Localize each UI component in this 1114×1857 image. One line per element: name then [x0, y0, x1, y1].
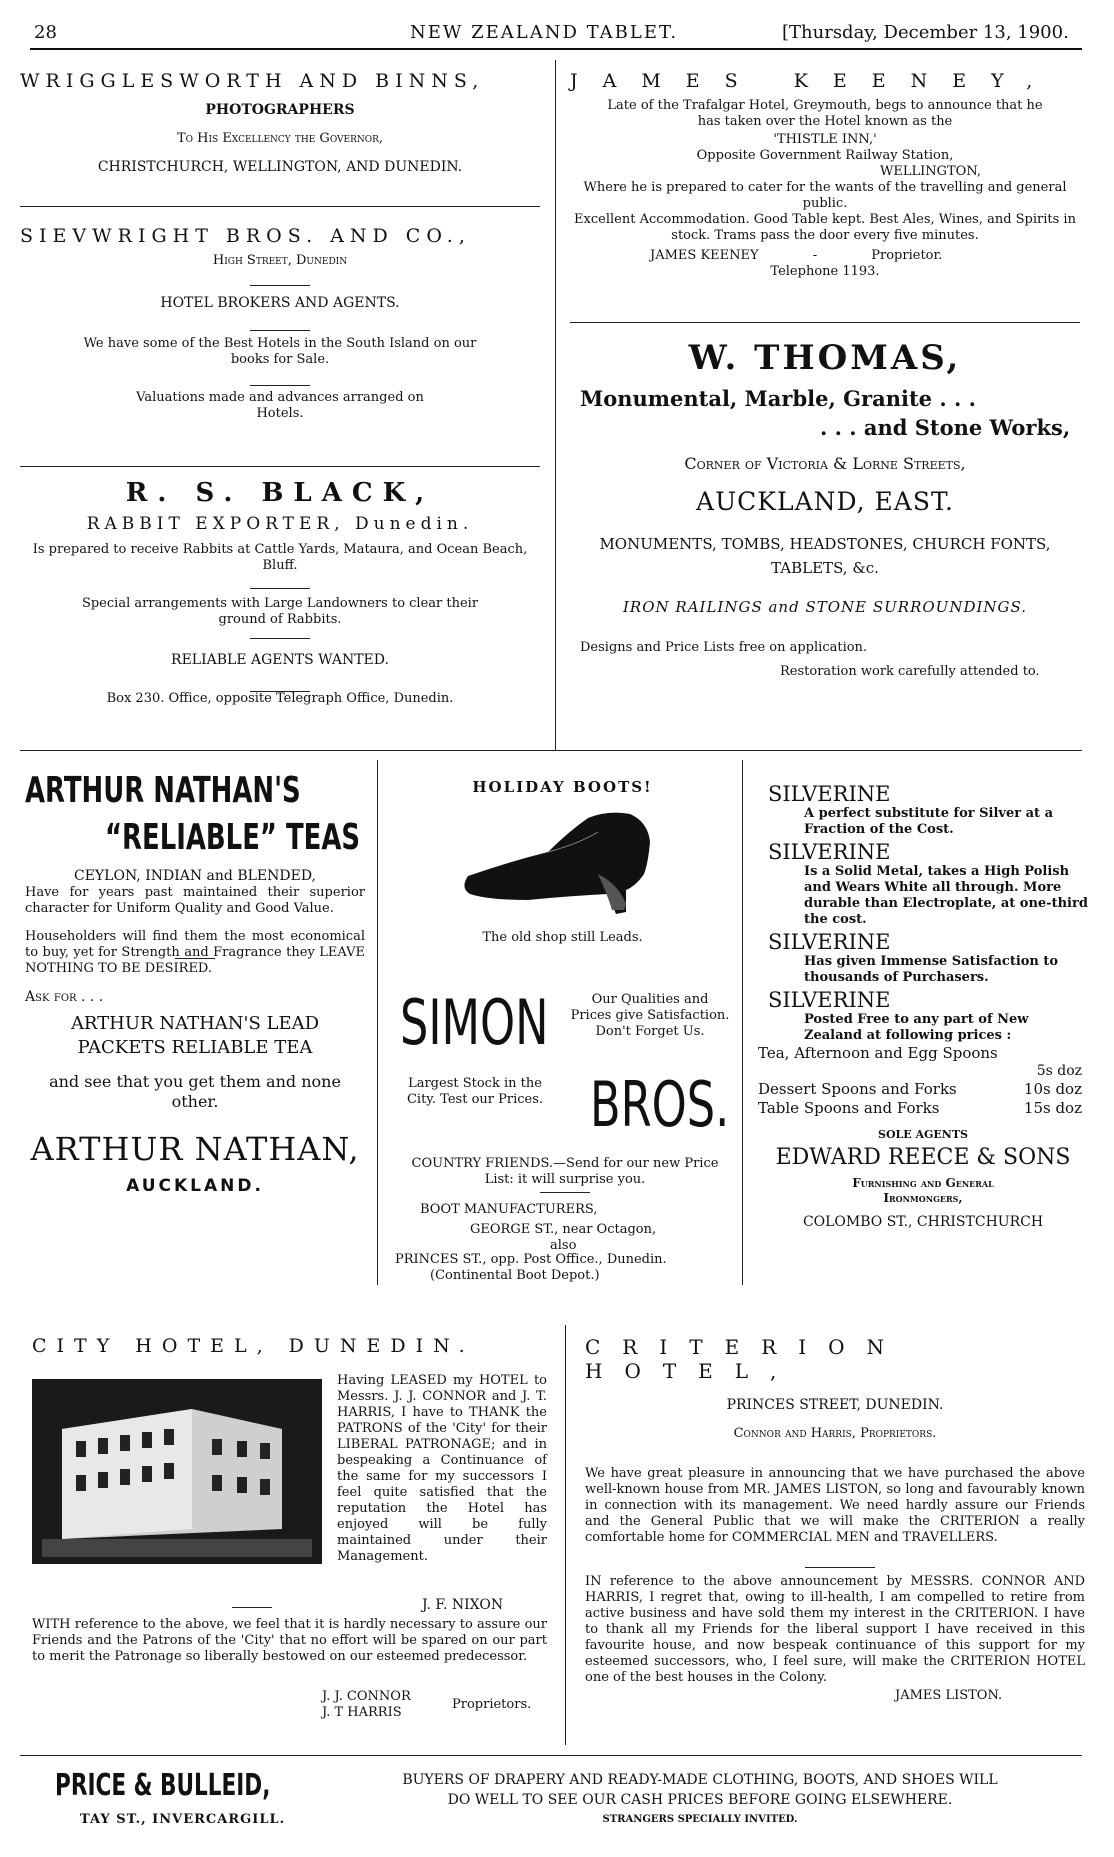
city-hotel-p2: J. T HARRIS: [322, 1705, 402, 1720]
keeney-l2: 'THISTLE INN,': [773, 132, 877, 147]
simon-boot: BOOT MANUFACTURERS,: [420, 1202, 598, 1217]
price-item: Dessert Spoons and Forks: [758, 1080, 957, 1098]
black-sub: RABBIT EXPORTER, Dunedin.: [86, 514, 474, 534]
wrigglesworth-line3: CHRISTCHURCH, WELLINGTON, AND DUNEDIN.: [97, 159, 463, 175]
sievwright-line2: We have some of the Best Hotels in the South Island on our books for Sale.: [83, 336, 477, 367]
black-ad: [20, 478, 540, 707]
nathan-title1: ARTHUR NATHAN'S: [25, 770, 301, 811]
silverine-word-4: SILVERINE: [768, 988, 891, 1012]
nathan-title2: “RELIABLE” TEAS: [105, 817, 361, 858]
nathan-sub: CEYLON, INDIAN and BLENDED,: [74, 868, 316, 884]
simon-also: also: [550, 1238, 577, 1253]
criterion-ad: [585, 1335, 1085, 1704]
boot-image: [448, 804, 678, 924]
simon-bros: BROS.: [590, 1068, 730, 1141]
thomas-designs: Designs and Price Lists free on application.: [580, 640, 868, 655]
thomas-line1: Monumental, Marble, Granite . . .: [580, 386, 976, 411]
price-row: [758, 1099, 1088, 1118]
wrigglesworth-line2: To His Excellency the Governor,: [176, 131, 384, 146]
simon-head: HOLIDAY BOOTS!: [472, 778, 653, 796]
wrigglesworth-line1: PHOTOGRAPHERS: [205, 102, 355, 118]
hotel-engraving: [32, 1379, 322, 1564]
nathan-city: AUCKLAND.: [126, 1176, 264, 1196]
simon-leads: The old shop still Leads.: [482, 930, 643, 945]
sievwright-line1: HOTEL BROKERS AND AGENTS.: [160, 295, 400, 311]
simon-ad: [390, 778, 735, 1283]
city-hotel-ad: [32, 1335, 557, 1720]
silverine-word-1: SILVERINE: [768, 782, 891, 806]
keeney-signature: JAMES KEENEY - Proprietor.: [650, 248, 943, 263]
thomas-list: MONUMENTS, TOMBS, HEADSTONES, CHURCH FONTS, TABLETS, &c.: [599, 535, 1051, 577]
simon-depot: (Continental Boot Depot.): [430, 1268, 600, 1283]
center-divider-top: [555, 60, 556, 750]
price-value: 15s doz: [1023, 1099, 1082, 1117]
nathan-see: and see that you get them and none other.: [49, 1072, 341, 1111]
thomas-line2: . . . and Stone Works,: [820, 415, 1071, 440]
nathan-p2: Householders will find them the most economical to buy, yet for Strength and Fragrance they LEAVE NOTHING TO BE DESIRED.: [25, 929, 365, 976]
nathan-ask: Ask for . . .: [25, 989, 104, 1005]
nathan-big: ARTHUR NATHAN,: [30, 1130, 360, 1168]
silverine-word-3: SILVERINE: [768, 930, 891, 954]
divider-b: [742, 760, 743, 1285]
price-row: [758, 1080, 1088, 1099]
sievwright-line3: Valuations made and advances arranged on Hotels.: [136, 390, 424, 421]
keeney-l5: Where he is prepared to cater for the wants of the travelling and general public.: [583, 180, 1067, 211]
criterion-street: PRINCES STREET, DUNEDIN.: [726, 1397, 944, 1413]
keeney-name: JAMES KEENEY,: [570, 70, 1058, 92]
city-hotel-p1: J. J. CONNOR: [322, 1689, 411, 1704]
keeney-sig-name: JAMES KEENEY: [650, 248, 759, 263]
price-bulleid-line3: STRANGERS SPECIALLY INVITED.: [602, 1814, 798, 1825]
price-value: 5s doz: [1036, 1063, 1082, 1079]
wrigglesworth-name: WRIGGLESWORTH AND BINNS,: [20, 70, 485, 92]
city-hotel-text: Having LEASED my HOTEL to Messrs. J. J. CONNOR and J. T. HARRIS, I have to THANK the PATRONS of the 'City' for their LIBERAL PATRONAGE; and in bespeaking a Continuance of the same for my successors I feel quite satisfied that the reputation the Hotel has enjoyed will be fully maintained under their Management.: [337, 1373, 547, 1564]
silverine-word-2: SILVERINE: [768, 840, 891, 864]
silverine-sole: SOLE AGENTS: [878, 1128, 968, 1141]
thomas-city: AUCKLAND, EAST.: [696, 487, 954, 516]
criterion-sig: JAMES LISTON.: [895, 1688, 1003, 1703]
divider-a: [377, 760, 378, 1285]
rule-mid: [20, 750, 1082, 751]
paper-title: NEW ZEALAND TABLET.: [410, 22, 679, 43]
rule-bottom: [20, 1755, 1082, 1756]
wrigglesworth-ad: [20, 70, 540, 176]
criterion-p1: We have great pleasure in announcing that we have purchased the above well-known house from MR. JAMES LISTON, so long and favourably known in connection with its management. We need hardly assure our Friends and the General Public that we will make the CRITERION a really comfortable home for COMMERCIAL MEN and TRAVELLERS.: [585, 1466, 1085, 1545]
divider-c: [565, 1325, 566, 1745]
rule-2: [20, 466, 540, 467]
thomas-iron: IRON RAILINGS and STONE SURROUNDINGS.: [622, 598, 1028, 616]
city-hotel-with: WITH reference to the above, we feel that it is hardly necessary to assure our Friends and the Patrons of the 'City' that no effort will be spared on our part to merit the Patronage so liberally bestowed on our esteemed predecessor.: [32, 1617, 547, 1664]
simon-name: SIMON: [400, 986, 549, 1059]
price-bulleid-address: TAY ST., INVERCARGILL.: [80, 1812, 286, 1827]
rule-1: [20, 206, 540, 207]
nathan-lead: ARTHUR NATHAN'S LEAD PACKETS RELIABLE TEA: [70, 1013, 320, 1058]
nathan-ad: [25, 770, 365, 1196]
simon-stock: Largest Stock in the City. Test our Prices.: [406, 1076, 544, 1107]
keeney-l4: WELLINGTON,: [880, 164, 982, 179]
sievwright-name: SIEVWRIGHT BROS. AND CO.,: [20, 225, 471, 247]
thomas-name: W. THOMAS,: [688, 338, 962, 378]
keeney-tel: Telephone 1193.: [770, 264, 880, 279]
thomas-address: Corner of Victoria & Lorne Streets,: [684, 454, 966, 473]
simon-quality: Our Qualities and Prices give Satisfaction. Don't Forget Us.: [570, 992, 730, 1039]
keeney-l3: Opposite Government Railway Station,: [696, 148, 954, 163]
rule-3: [570, 322, 1080, 323]
black-line4: Box 230. Office, opposite Telegraph Office, Dunedin.: [106, 691, 454, 706]
price-value: 10s doz: [1023, 1080, 1082, 1098]
price-bulleid-name: PRICE & BULLEID,: [55, 1768, 271, 1803]
silverine-desc-4: Posted Free to any part of New Zealand at following prices :: [804, 1012, 1029, 1043]
price-row: [758, 1044, 1088, 1063]
page-header: [30, 22, 1080, 48]
silverine-desc-3: Has given Immense Satisfaction to thousands of Purchasers.: [804, 954, 1059, 985]
keeney-ad: [570, 70, 1080, 280]
thomas-restore: Restoration work carefully attended to.: [780, 664, 1040, 679]
price-bulleid-line1: BUYERS OF DRAPERY AND READY-MADE CLOTHING, BOOTS, AND SHOES WILL: [402, 1772, 998, 1788]
city-hotel-prop: Proprietors.: [452, 1697, 532, 1712]
sievwright-ad: [20, 225, 540, 422]
keeney-l1: Late of the Trafalgar Hotel, Greymouth, begs to announce that he has taken over the Hotel known as the: [607, 98, 1043, 129]
sievwright-address: High Street, Dunedin: [212, 253, 348, 268]
simon-country: COUNTRY FRIENDS.—Send for our new Price List: it will surprise you.: [411, 1156, 719, 1187]
silverine-ad: [758, 782, 1088, 1231]
simon-princes: PRINCES ST., opp. Post Office., Dunedin.: [395, 1252, 667, 1267]
criterion-p2: IN reference to the above announcement by MESSRS. CONNOR AND HARRIS, I regret that, owing to ill-health, I am compelled to retire from active business and have sold them my interest in the CRITERION. I have to thank all my Friends for the liberal support I have received in this favourite house, and now bespeak continuance of this support for my esteemed successors, who, I feel sure, will make the CRITERION HOTEL one of the best houses in the Colony.: [585, 1574, 1085, 1685]
silverine-furn: Furnishing and General Ironmongers,: [852, 1176, 994, 1205]
silverine-colombo: COLOMBO ST., CHRISTCHURCH: [802, 1214, 1044, 1230]
issue-date: [Thursday, December 13, 1900.: [782, 22, 1069, 43]
header-rule: [30, 48, 1082, 50]
criterion-name: CRITERION HOTEL,: [585, 1335, 907, 1383]
price-bulleid-line2: DO WELL TO SEE OUR CASH PRICES BEFORE GOING ELSEWHERE.: [447, 1792, 953, 1808]
black-line1: Is prepared to receive Rabbits at Cattle Yards, Mataura, and Ocean Beach, Bluff.: [32, 542, 528, 573]
criterion-props: Connor and Harris, Proprietors.: [733, 1426, 937, 1441]
page-number: 28: [34, 22, 57, 43]
simon-george: GEORGE ST., near Octagon,: [470, 1222, 657, 1237]
nathan-p1: Have for years past maintained their superior character for Uniform Quality and Good Value.: [25, 885, 365, 916]
black-line2: Special arrangements with Large Landowners to clear their ground of Rabbits.: [81, 596, 479, 627]
price-item: Tea, Afternoon and Egg Spoons: [758, 1044, 998, 1062]
city-hotel-name: CITY HOTEL, DUNEDIN.: [32, 1335, 475, 1357]
city-hotel-sig: J. F. NIXON: [422, 1597, 504, 1613]
silverine-desc-2: Is a Solid Metal, takes a High Polish and Wears White all through. More durable than Electroplate, at one-third the cost.: [804, 864, 1088, 927]
keeney-l6: Excellent Accommodation. Good Table kept. Best Ales, Wines, and Spirits in stock. Trams pass the door every five minutes.: [574, 212, 1076, 243]
black-line3: RELIABLE AGENTS WANTED.: [171, 652, 389, 668]
thomas-ad: [570, 338, 1080, 680]
silverine-desc-1: A perfect substitute for Silver at a Fraction of the Cost.: [804, 806, 1053, 837]
black-name: R. S. BLACK,: [125, 478, 435, 508]
price-item: Table Spoons and Forks: [758, 1099, 940, 1117]
silverine-reece: EDWARD REECE & SONS: [775, 1145, 1071, 1170]
